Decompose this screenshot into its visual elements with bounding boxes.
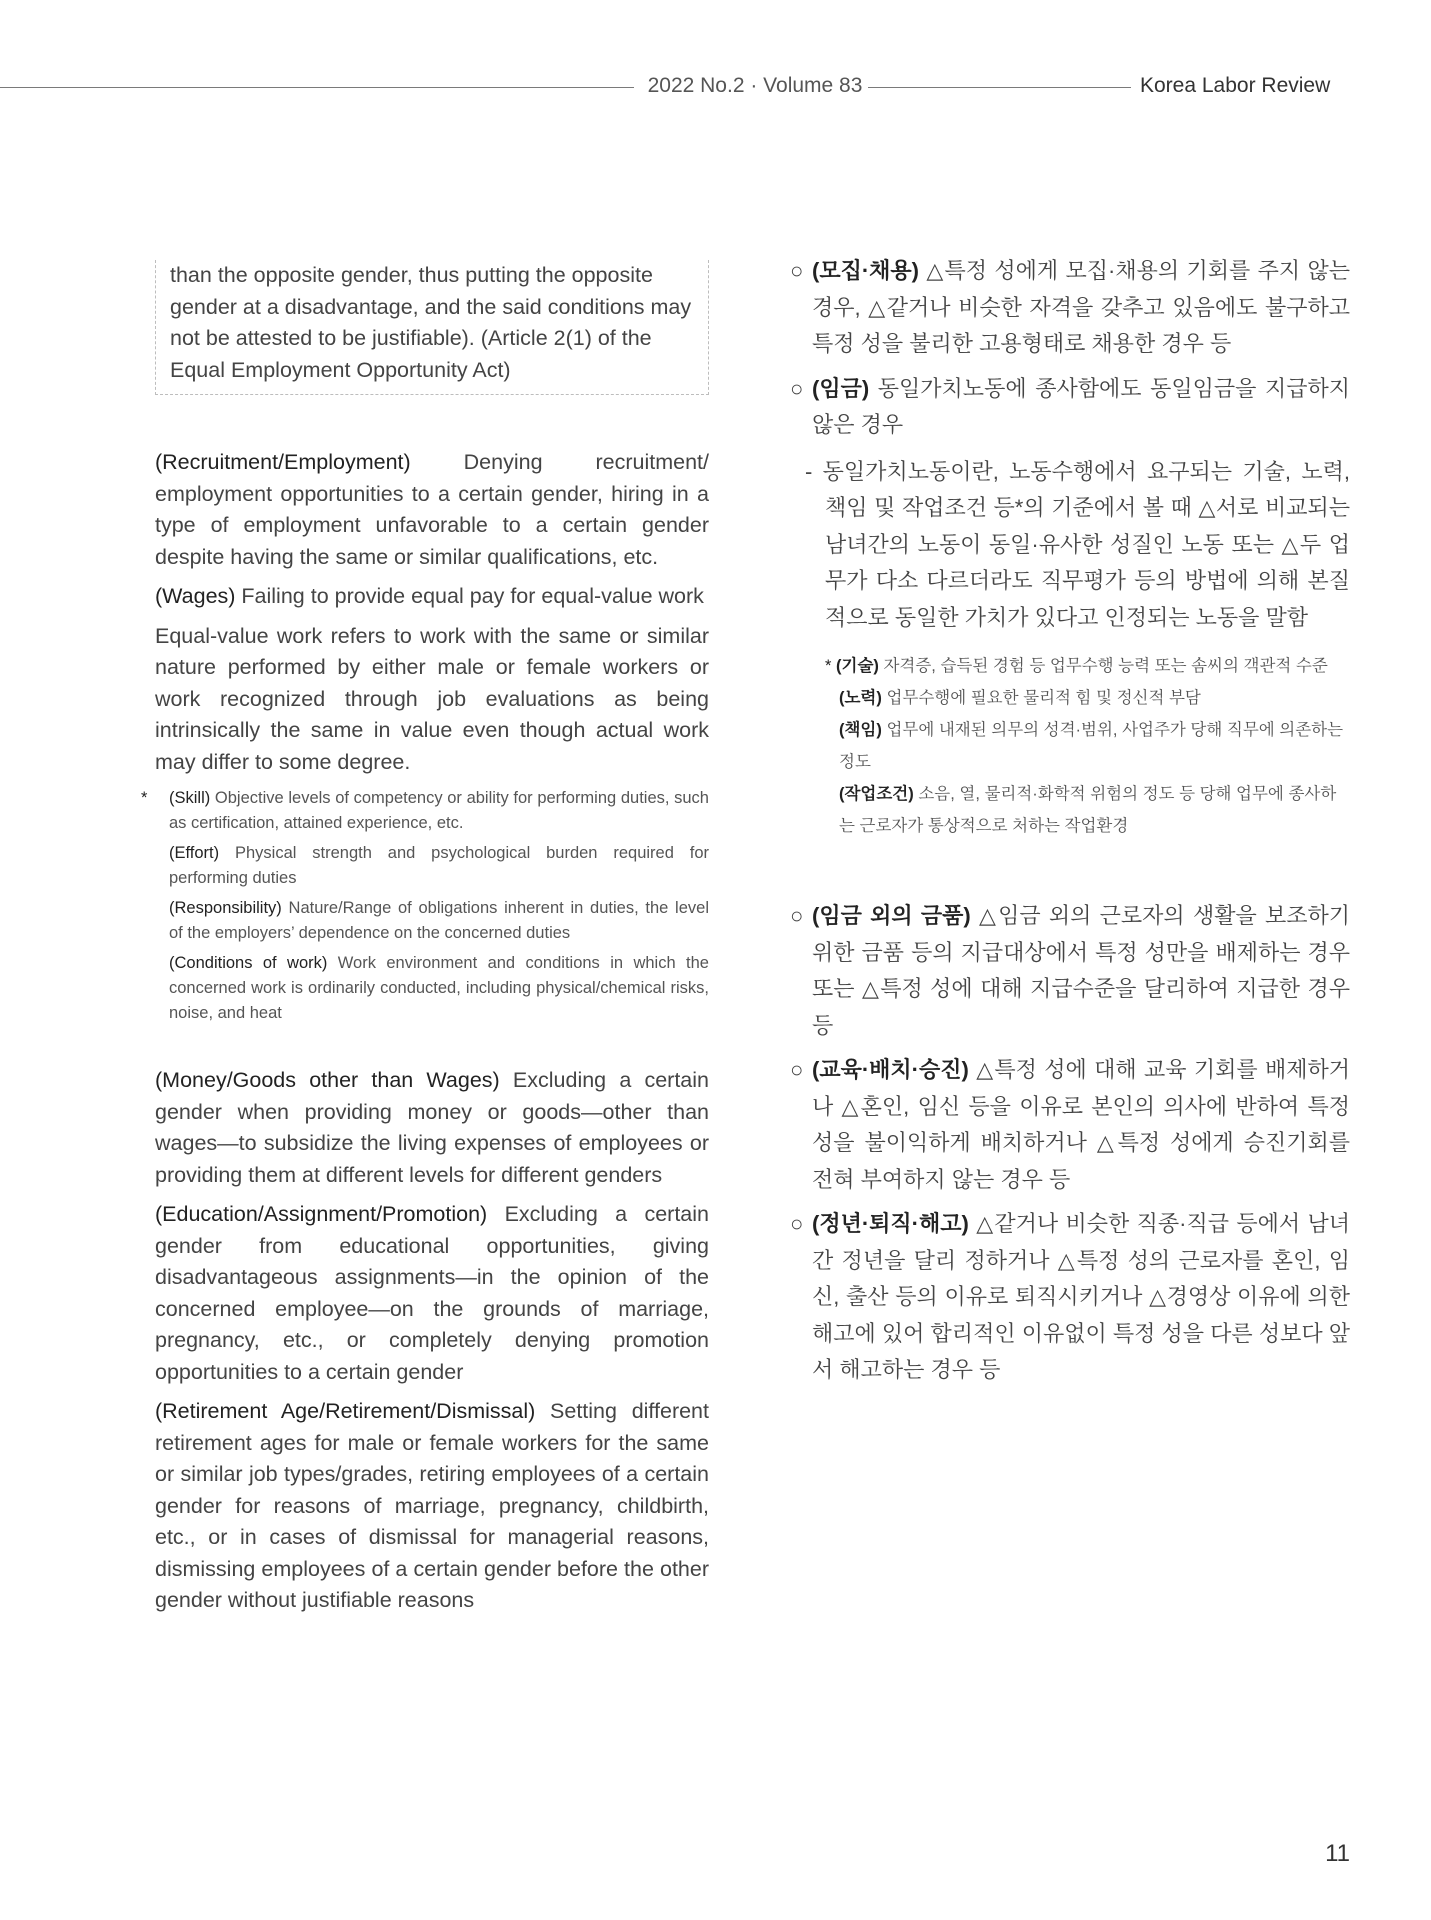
money-goods-body: Excluding a certain gender when providing money or goods—other than wages—to subsidize the living expenses of employees or providing them at different levels for different genders <box>155 1068 709 1187</box>
retirement-body: Setting different retirement ages for male or female workers for the same or similar job types/grades, retiring employees of a certain gender for reasons of marriage, pregnancy, childbirth, etc., or in cases of dismissal for managerial reasons, dismissing employees of a certain gender before the other gender without justifiable reasons <box>155 1399 709 1612</box>
k-retirement-item <box>790 1206 1350 1389</box>
definition-box <box>155 260 709 395</box>
k-money-goods-item <box>790 898 1350 1044</box>
note-responsibility-body: Nature/Range of obligations inherent in duties, the level of the employers’ dependence on the concerned duties <box>169 899 709 942</box>
wages-paragraph <box>155 581 709 613</box>
retirement-heading: (Retirement Age/Retirement/Dismissal) <box>155 1399 536 1423</box>
retirement-paragraph <box>155 1396 709 1617</box>
k-recruitment-body: △특정 성에게 모집·채용의 기회를 주지 않는 경우, △같거나 비슷한 자격을 갖추고 있음에도 불구하고 특정 성을 불리한 고용형태로 채용한 경우 등 <box>812 258 1350 356</box>
note-skill-heading: (Skill) <box>169 789 211 807</box>
k-equal-value-definition: - 동일가치노동이란, 노동수행에서 요구되는 기술, 노력, 책임 및 작업조건 등*의 기준에서 볼 때 △서로 비교되는 남녀간의 노동이 동일·유사한 성질인 노동 또는 △두 업무가 다소 다르더라도 직무평가 등의 방법에 의해 본질적으로 동일한 가치가 있다고 인정되는 노동을 말함 <box>805 458 1350 630</box>
k-note-responsibility-body: 업무에 내재된 의무의 성격·범위, 사업주가 당해 직무에 의존하는 정도 <box>839 721 1344 771</box>
definition-box-text: than the opposite gender, thus putting the opposite gender at a disadvantage, and the said conditions may not be attested to be justifiable). (Article 2(1) of the Equal Employment Opportunity Act) <box>170 263 692 382</box>
k-money-goods-heading: (임금 외의 금품) <box>812 903 971 928</box>
journal-title: Korea Labor Review <box>1140 74 1331 97</box>
note-responsibility <box>155 896 709 946</box>
k-note-effort <box>790 682 1350 714</box>
k-retirement-body: △같거나 비슷한 직종·직급 등에서 남녀 간 정년을 달리 정하거나 △특정 성의 근로자를 혼인, 임신, 출산 등의 이유로 퇴직시키거나 △경영상 이유에 의한 해고에 있어 합리적인 이유없이 특정 성을 다른 성보다 앞서 해고하는 경우 등 <box>812 1211 1350 1382</box>
education-body: Excluding a certain gender from educational opportunities, giving disadvantageous assignments—in the opinion of the concerned employee—on the grounds of marriage, pregnancy, etc., or completely denying promotion opportunities to a certain gender <box>155 1202 709 1384</box>
recruitment-body: Denying recruitment/ employment opportunities to a certain gender, hiring in a type of employment unfavorable to a certain gender despite having the same or similar qualifications, etc. <box>155 450 709 569</box>
note-conditions-heading: (Conditions of work) <box>169 954 328 972</box>
k-wages-heading: (임금) <box>812 375 870 401</box>
circle-bullet: ○ <box>790 1057 804 1082</box>
education-heading: (Education/Assignment/Promotion) <box>155 1202 488 1226</box>
right-column <box>790 253 1350 1389</box>
note-conditions-body: Work environment and conditions in which the concerned work is ordinarily conducted, including physical/chemical risks, noise, and heat <box>169 954 709 1022</box>
circle-bullet: ○ <box>790 903 804 928</box>
header-rule-middle <box>868 87 1131 88</box>
note-responsibility-heading: (Responsibility) <box>169 899 282 917</box>
note-conditions <box>155 951 709 1026</box>
wages-body: Failing to provide equal pay for equal-value work <box>235 584 704 608</box>
issue-label: 2022 No.2 · Volume 83 <box>647 74 863 97</box>
note-skill-body: Objective levels of competency or ability for performing duties, such as certification, attained experience, etc. <box>169 789 709 832</box>
recruitment-paragraph <box>155 447 709 573</box>
k-retirement-heading: (정년·퇴직·해고) <box>812 1211 969 1236</box>
note-effort-heading: (Effort) <box>169 844 220 862</box>
k-note-responsibility <box>790 714 1350 778</box>
k-note-conditions-heading: (작업조건) <box>839 785 914 803</box>
k-education-body: △특정 성에 대해 교육 기회를 배제하거나 △혼인, 임신 등을 이유로 본인의 의사에 반하여 특정 성을 불이익하게 배치하거나 △특정 성에게 승진기회를 전혀 부여하지 않는 경우 등 <box>812 1057 1350 1192</box>
wages-heading: (Wages) <box>155 584 236 608</box>
circle-bullet: ○ <box>790 375 804 401</box>
header-rule-left <box>0 87 634 88</box>
note-effort <box>155 841 709 891</box>
circle-bullet: ○ <box>790 258 804 283</box>
k-note-conditions <box>790 778 1350 842</box>
recruitment-heading: (Recruitment/Employment) <box>155 450 411 474</box>
k-note-skill-body: 자격증, 습득된 경험 등 업무수행 능력 또는 솜씨의 객관적 수준 <box>878 657 1328 675</box>
left-column <box>141 260 709 1617</box>
k-note-responsibility-heading: (책임) <box>839 721 882 739</box>
money-goods-paragraph <box>155 1065 709 1191</box>
education-paragraph <box>155 1199 709 1388</box>
k-note-skill-heading: (기술) <box>836 657 879 675</box>
note-effort-body: Physical strength and psychological burden required for performing duties <box>169 844 709 887</box>
k-education-item <box>790 1052 1350 1198</box>
k-money-goods-body: △임금 외의 근로자의 생활을 보조하기 위한 금품 등의 지급대상에서 특정 성만을 배제하는 경우 또는 △특정 성에 대해 지급수준을 달리하여 지급한 경우 등 <box>812 903 1351 1038</box>
k-wages-body: 동일가치노동에 종사함에도 동일임금을 지급하지 않은 경우 <box>812 375 1350 437</box>
note-star: * <box>825 657 837 675</box>
circle-bullet: ○ <box>790 1211 804 1236</box>
k-note-effort-heading: (노력) <box>839 689 882 707</box>
k-wages-item <box>790 371 1350 444</box>
money-goods-heading: (Money/Goods other than Wages) <box>155 1068 500 1092</box>
note-skill <box>141 786 709 836</box>
k-recruitment-heading: (모집·채용) <box>812 258 919 283</box>
page-number: 11 <box>1325 1840 1350 1867</box>
k-education-heading: (교육·배치·승진) <box>812 1057 969 1082</box>
k-note-conditions-body: 소음, 열, 물리적·화학적 위험의 정도 등 당해 업무에 종사하는 근로자가 통상적으로 처하는 작업환경 <box>839 785 1337 835</box>
note-star: * <box>141 789 148 807</box>
k-note-effort-body: 업무수행에 필요한 물리적 힘 및 정신적 부담 <box>881 689 1201 707</box>
equal-value-paragraph: Equal-value work refers to work with the same or similar nature performed by either male or female workers or work recognized through job evaluations as being intrinsically the same in value even though actual work may differ to some degree. <box>155 623 709 774</box>
k-note-skill <box>790 650 1350 682</box>
k-recruitment-item <box>790 253 1350 363</box>
